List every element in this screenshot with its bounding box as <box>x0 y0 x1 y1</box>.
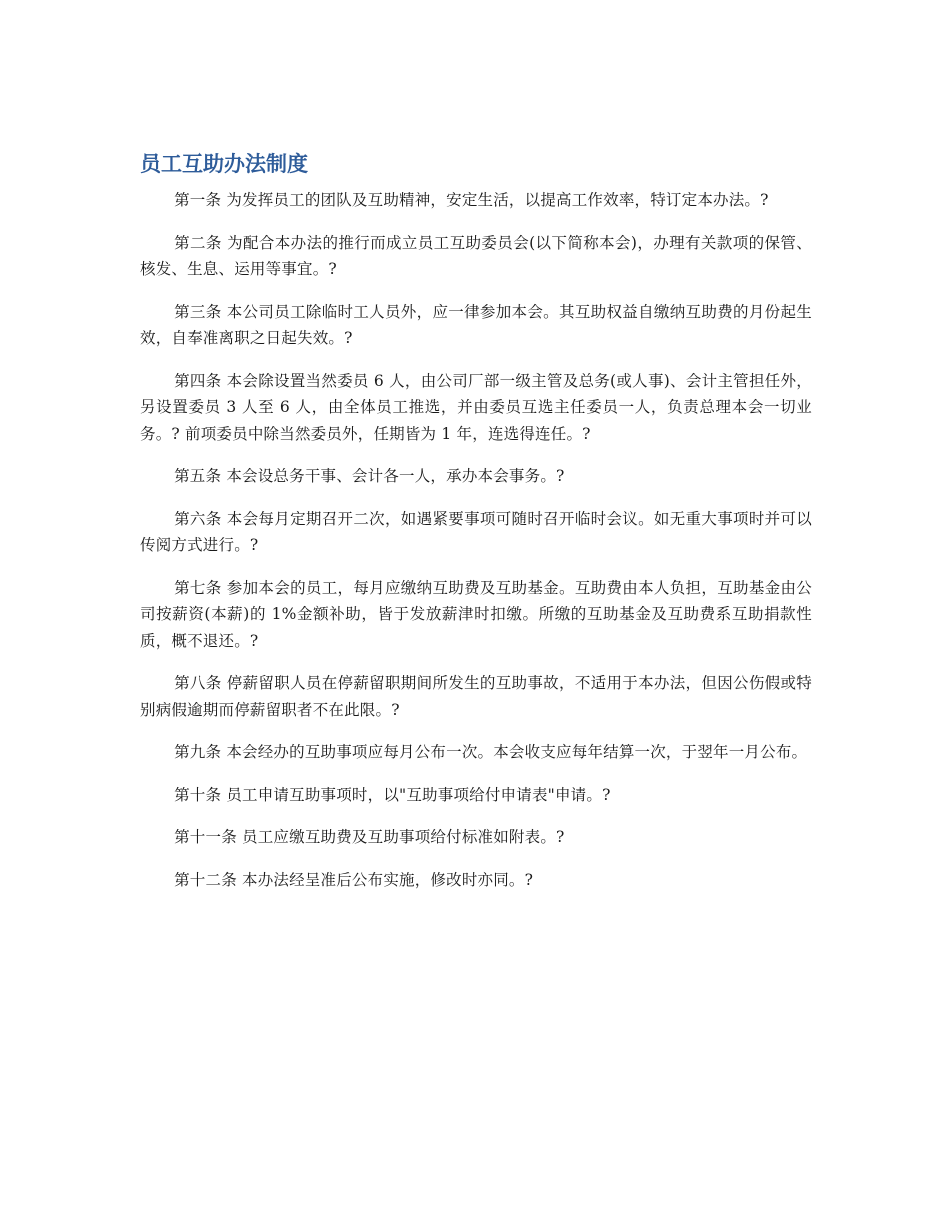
document-title: 员工互助办法制度 <box>140 152 308 176</box>
document-body <box>140 148 812 909</box>
article-5: 第五条 本会设总务干事、会计各一人，承办本会事务。? <box>174 467 565 485</box>
article-10: 第十条 员工申请互助事项时，以"互助事项给付申请表"申请。? <box>174 785 611 804</box>
article-11: 第十一条 员工应缴互助费及互助事项给付标准如附表。? <box>174 828 565 846</box>
article-3: 第三条 本公司员工除临时工人员外，应一律参加本会。其互助权益自缴纳互助费的月份起生效，自奉准离职之日起失效。? <box>140 302 812 347</box>
article-4: 第四条 本会除设置当然委员 6 人，由公司厂部一级主管及总务(或人事)、会计主管担任外，另设置委员 3 人至 6 人，由全体员工推选，并由委员互选主任委员一人，负责总理本会一切业务。? 前项委员中除当然委员外，任期皆为 1 年，连选得连任。? <box>140 371 812 443</box>
article-6: 第六条 本会每月定期召开二次，如遇紧要事项可随时召开临时会议。如无重大事项时并可以传阅方式进行。? <box>140 509 812 554</box>
article-8: 第八条 停薪留职人员在停薪留职期间所发生的互助事故，不适用于本办法，但因公伤假或特别病假逾期而停薪留职者不在此限。? <box>140 674 812 719</box>
article-9: 第九条 本会经办的互助事项应每月公布一次。本会收支应每年结算一次，于翌年一月公布。 <box>174 743 808 761</box>
article-1: 第一条 为发挥员工的团队及互助精神，安定生活，以提高工作效率，特订定本办法。? <box>174 191 769 209</box>
article-2: 第二条 为配合本办法的推行而成立员工互助委员会(以下简称本会)，办理有关款项的保管、核发、生息、运用等事宜。? <box>140 233 812 278</box>
article-12: 第十二条 本办法经呈准后公布实施，修改时亦同。? <box>174 870 534 889</box>
article-7: 第七条 参加本会的员工，每月应缴纳互助费及互助基金。互助费由本人负担，互助基金由公司按薪资(本薪)的 1%金额补助，皆于发放薪津时扣缴。所缴的互助基金及互助费系互助捐款性质，概不退还。? <box>140 578 812 650</box>
